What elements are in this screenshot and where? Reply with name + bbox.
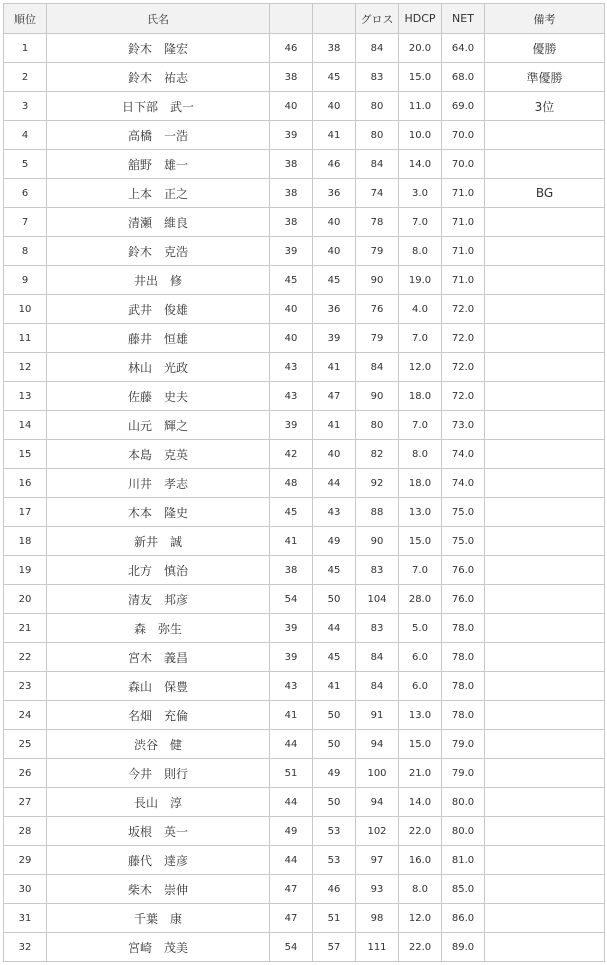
cell-gross: 74 — [356, 179, 399, 208]
cell-note — [485, 295, 605, 324]
cell-gross: 83 — [356, 63, 399, 92]
table-row — [4, 672, 605, 701]
cell-in: 41 — [313, 411, 356, 440]
cell-net: 64.0 — [442, 34, 485, 63]
cell-note — [485, 759, 605, 788]
cell-hdcp: 6.0 — [399, 672, 442, 701]
cell-gross: 80 — [356, 92, 399, 121]
cell-name: 日下部 武一 — [47, 92, 270, 121]
cell-gross: 97 — [356, 846, 399, 875]
cell-gross: 79 — [356, 237, 399, 266]
cell-rank: 25 — [4, 730, 47, 759]
table-row — [4, 208, 605, 237]
cell-note — [485, 121, 605, 150]
cell-net: 71.0 — [442, 208, 485, 237]
cell-rank: 20 — [4, 585, 47, 614]
cell-out: 44 — [270, 846, 313, 875]
cell-rank: 8 — [4, 237, 47, 266]
cell-note — [485, 440, 605, 469]
cell-out: 51 — [270, 759, 313, 788]
cell-name: 佐藤 史夫 — [47, 382, 270, 411]
cell-hdcp: 19.0 — [399, 266, 442, 295]
cell-hdcp: 4.0 — [399, 295, 442, 324]
cell-hdcp: 6.0 — [399, 643, 442, 672]
cell-in: 53 — [313, 817, 356, 846]
cell-note — [485, 208, 605, 237]
table-row — [4, 150, 605, 179]
cell-out: 39 — [270, 643, 313, 672]
cell-out: 39 — [270, 614, 313, 643]
cell-net: 72.0 — [442, 382, 485, 411]
cell-hdcp: 7.0 — [399, 208, 442, 237]
cell-rank: 7 — [4, 208, 47, 237]
cell-note — [485, 614, 605, 643]
table-row — [4, 585, 605, 614]
cell-gross: 91 — [356, 701, 399, 730]
cell-out: 39 — [270, 121, 313, 150]
cell-out: 47 — [270, 904, 313, 933]
cell-in: 44 — [313, 469, 356, 498]
cell-gross: 84 — [356, 353, 399, 382]
cell-net: 78.0 — [442, 614, 485, 643]
table-row — [4, 788, 605, 817]
cell-note — [485, 817, 605, 846]
cell-note — [485, 411, 605, 440]
cell-hdcp: 13.0 — [399, 701, 442, 730]
cell-in: 40 — [313, 237, 356, 266]
cell-in: 38 — [313, 34, 356, 63]
cell-in: 43 — [313, 498, 356, 527]
cell-note — [485, 788, 605, 817]
cell-net: 72.0 — [442, 353, 485, 382]
cell-gross: 94 — [356, 788, 399, 817]
cell-out: 42 — [270, 440, 313, 469]
cell-note — [485, 643, 605, 672]
table-row — [4, 556, 605, 585]
cell-hdcp: 12.0 — [399, 904, 442, 933]
cell-out: 40 — [270, 295, 313, 324]
table-row — [4, 904, 605, 933]
cell-out: 40 — [270, 324, 313, 353]
header-out — [270, 4, 313, 34]
table-row — [4, 701, 605, 730]
cell-net: 71.0 — [442, 237, 485, 266]
cell-hdcp: 10.0 — [399, 121, 442, 150]
cell-in: 49 — [313, 527, 356, 556]
cell-gross: 80 — [356, 121, 399, 150]
cell-name: 千葉 康 — [47, 904, 270, 933]
cell-in: 50 — [313, 730, 356, 759]
cell-in: 51 — [313, 904, 356, 933]
cell-note — [485, 266, 605, 295]
cell-out: 41 — [270, 527, 313, 556]
cell-rank: 28 — [4, 817, 47, 846]
cell-in: 45 — [313, 266, 356, 295]
table-row — [4, 643, 605, 672]
cell-out: 38 — [270, 179, 313, 208]
cell-rank: 19 — [4, 556, 47, 585]
cell-name: 上本 正之 — [47, 179, 270, 208]
cell-net: 78.0 — [442, 672, 485, 701]
cell-in: 47 — [313, 382, 356, 411]
cell-hdcp: 20.0 — [399, 34, 442, 63]
cell-gross: 93 — [356, 875, 399, 904]
header-note: 備考 — [485, 4, 605, 34]
cell-net: 70.0 — [442, 150, 485, 179]
cell-note — [485, 904, 605, 933]
cell-hdcp: 15.0 — [399, 63, 442, 92]
cell-name: 藤井 恒雄 — [47, 324, 270, 353]
cell-net: 71.0 — [442, 266, 485, 295]
cell-in: 39 — [313, 324, 356, 353]
cell-rank: 4 — [4, 121, 47, 150]
cell-hdcp: 8.0 — [399, 875, 442, 904]
cell-gross: 79 — [356, 324, 399, 353]
cell-note — [485, 701, 605, 730]
cell-out: 43 — [270, 353, 313, 382]
cell-gross: 82 — [356, 440, 399, 469]
table-row — [4, 440, 605, 469]
cell-net: 71.0 — [442, 179, 485, 208]
cell-out: 43 — [270, 672, 313, 701]
cell-out: 39 — [270, 411, 313, 440]
table-row — [4, 730, 605, 759]
table-row — [4, 34, 605, 63]
cell-gross: 84 — [356, 672, 399, 701]
header-hdcp: HDCP — [399, 4, 442, 34]
cell-hdcp: 7.0 — [399, 556, 442, 585]
cell-net: 78.0 — [442, 701, 485, 730]
cell-rank: 9 — [4, 266, 47, 295]
header-gross: グロス — [356, 4, 399, 34]
cell-name: 藤代 達彦 — [47, 846, 270, 875]
cell-name: 宮木 義昌 — [47, 643, 270, 672]
cell-net: 79.0 — [442, 730, 485, 759]
cell-out: 43 — [270, 382, 313, 411]
cell-net: 79.0 — [442, 759, 485, 788]
cell-hdcp: 28.0 — [399, 585, 442, 614]
cell-gross: 102 — [356, 817, 399, 846]
cell-name: 山元 輝之 — [47, 411, 270, 440]
cell-in: 40 — [313, 440, 356, 469]
cell-hdcp: 21.0 — [399, 759, 442, 788]
cell-hdcp: 12.0 — [399, 353, 442, 382]
cell-hdcp: 5.0 — [399, 614, 442, 643]
cell-net: 76.0 — [442, 556, 485, 585]
cell-note — [485, 498, 605, 527]
table-row — [4, 179, 605, 208]
table-row — [4, 498, 605, 527]
cell-gross: 92 — [356, 469, 399, 498]
table-row — [4, 411, 605, 440]
cell-name: 名畑 充倫 — [47, 701, 270, 730]
cell-hdcp: 22.0 — [399, 817, 442, 846]
cell-out: 38 — [270, 63, 313, 92]
cell-hdcp: 8.0 — [399, 237, 442, 266]
cell-out: 44 — [270, 788, 313, 817]
cell-name: 本島 克英 — [47, 440, 270, 469]
cell-rank: 23 — [4, 672, 47, 701]
cell-out: 45 — [270, 498, 313, 527]
cell-in: 50 — [313, 788, 356, 817]
cell-note — [485, 150, 605, 179]
cell-name: 森 弥生 — [47, 614, 270, 643]
cell-note — [485, 585, 605, 614]
cell-rank: 15 — [4, 440, 47, 469]
cell-in: 41 — [313, 353, 356, 382]
cell-rank: 12 — [4, 353, 47, 382]
cell-in: 50 — [313, 585, 356, 614]
cell-rank: 14 — [4, 411, 47, 440]
table-row — [4, 266, 605, 295]
header-row — [4, 4, 605, 34]
cell-gross: 83 — [356, 614, 399, 643]
cell-out: 39 — [270, 237, 313, 266]
cell-note — [485, 672, 605, 701]
cell-in: 36 — [313, 179, 356, 208]
cell-net: 75.0 — [442, 498, 485, 527]
cell-net: 73.0 — [442, 411, 485, 440]
table-row — [4, 817, 605, 846]
cell-gross: 98 — [356, 904, 399, 933]
cell-out: 40 — [270, 92, 313, 121]
cell-gross: 104 — [356, 585, 399, 614]
cell-hdcp: 15.0 — [399, 527, 442, 556]
cell-name: 高橋 一浩 — [47, 121, 270, 150]
cell-gross: 90 — [356, 266, 399, 295]
cell-gross: 88 — [356, 498, 399, 527]
cell-rank: 16 — [4, 469, 47, 498]
cell-in: 40 — [313, 92, 356, 121]
cell-name: 長山 淳 — [47, 788, 270, 817]
cell-name: 清友 邦彦 — [47, 585, 270, 614]
cell-hdcp: 8.0 — [399, 440, 442, 469]
cell-name: 武井 俊雄 — [47, 295, 270, 324]
cell-name: 鈴木 祐志 — [47, 63, 270, 92]
cell-gross: 76 — [356, 295, 399, 324]
cell-net: 80.0 — [442, 788, 485, 817]
cell-rank: 17 — [4, 498, 47, 527]
cell-gross: 84 — [356, 150, 399, 179]
cell-name: 今井 則行 — [47, 759, 270, 788]
table-row — [4, 469, 605, 498]
cell-rank: 3 — [4, 92, 47, 121]
cell-rank: 5 — [4, 150, 47, 179]
cell-net: 75.0 — [442, 527, 485, 556]
cell-in: 53 — [313, 846, 356, 875]
cell-rank: 13 — [4, 382, 47, 411]
cell-note: 3位 — [485, 92, 605, 121]
cell-in: 46 — [313, 875, 356, 904]
cell-out: 38 — [270, 208, 313, 237]
cell-name: 坂根 英一 — [47, 817, 270, 846]
cell-net: 78.0 — [442, 643, 485, 672]
cell-name: 北方 慎治 — [47, 556, 270, 585]
cell-in: 45 — [313, 63, 356, 92]
cell-note — [485, 730, 605, 759]
cell-in: 41 — [313, 672, 356, 701]
table-row — [4, 382, 605, 411]
cell-rank: 21 — [4, 614, 47, 643]
table-row — [4, 614, 605, 643]
cell-net: 68.0 — [442, 63, 485, 92]
cell-out: 49 — [270, 817, 313, 846]
cell-rank: 27 — [4, 788, 47, 817]
cell-hdcp: 18.0 — [399, 382, 442, 411]
cell-note: 優勝 — [485, 34, 605, 63]
header-name: 氏名 — [47, 4, 270, 34]
cell-in: 50 — [313, 701, 356, 730]
table-row — [4, 527, 605, 556]
cell-gross: 94 — [356, 730, 399, 759]
cell-rank: 18 — [4, 527, 47, 556]
table-row — [4, 875, 605, 904]
cell-net: 74.0 — [442, 469, 485, 498]
cell-rank: 29 — [4, 846, 47, 875]
cell-hdcp: 11.0 — [399, 92, 442, 121]
cell-name: 森山 保豊 — [47, 672, 270, 701]
cell-in: 45 — [313, 556, 356, 585]
table-row — [4, 324, 605, 353]
cell-net: 70.0 — [442, 121, 485, 150]
cell-out: 54 — [270, 933, 313, 962]
table-row — [4, 353, 605, 382]
cell-net: 89.0 — [442, 933, 485, 962]
cell-rank: 11 — [4, 324, 47, 353]
cell-rank: 30 — [4, 875, 47, 904]
cell-note — [485, 324, 605, 353]
cell-gross: 111 — [356, 933, 399, 962]
cell-name: 林山 光政 — [47, 353, 270, 382]
cell-note — [485, 382, 605, 411]
cell-name: 清瀬 維良 — [47, 208, 270, 237]
cell-in: 36 — [313, 295, 356, 324]
table-row — [4, 237, 605, 266]
cell-net: 81.0 — [442, 846, 485, 875]
cell-note — [485, 556, 605, 585]
cell-gross: 83 — [356, 556, 399, 585]
cell-name: 木本 隆史 — [47, 498, 270, 527]
cell-net: 72.0 — [442, 324, 485, 353]
cell-net: 69.0 — [442, 92, 485, 121]
cell-note — [485, 469, 605, 498]
cell-rank: 26 — [4, 759, 47, 788]
cell-rank: 32 — [4, 933, 47, 962]
cell-name: 新井 誠 — [47, 527, 270, 556]
cell-name: 渋谷 健 — [47, 730, 270, 759]
table-row — [4, 63, 605, 92]
cell-in: 45 — [313, 643, 356, 672]
cell-net: 80.0 — [442, 817, 485, 846]
table-row — [4, 846, 605, 875]
cell-out: 38 — [270, 150, 313, 179]
cell-in: 41 — [313, 121, 356, 150]
table-row — [4, 933, 605, 962]
header-net: NET — [442, 4, 485, 34]
cell-gross: 84 — [356, 34, 399, 63]
cell-note — [485, 237, 605, 266]
cell-hdcp: 15.0 — [399, 730, 442, 759]
cell-out: 45 — [270, 266, 313, 295]
cell-rank: 2 — [4, 63, 47, 92]
cell-name: 井出 修 — [47, 266, 270, 295]
cell-gross: 78 — [356, 208, 399, 237]
cell-hdcp: 7.0 — [399, 324, 442, 353]
cell-note: 準優勝 — [485, 63, 605, 92]
cell-note — [485, 933, 605, 962]
cell-in: 49 — [313, 759, 356, 788]
cell-out: 47 — [270, 875, 313, 904]
results-body — [4, 34, 605, 962]
cell-gross: 84 — [356, 643, 399, 672]
cell-rank: 24 — [4, 701, 47, 730]
header-rank: 順位 — [4, 4, 47, 34]
table-row — [4, 295, 605, 324]
cell-hdcp: 16.0 — [399, 846, 442, 875]
cell-hdcp: 3.0 — [399, 179, 442, 208]
cell-gross: 80 — [356, 411, 399, 440]
cell-out: 41 — [270, 701, 313, 730]
cell-note — [485, 353, 605, 382]
cell-hdcp: 14.0 — [399, 150, 442, 179]
cell-net: 74.0 — [442, 440, 485, 469]
table-row — [4, 759, 605, 788]
cell-net: 86.0 — [442, 904, 485, 933]
cell-rank: 22 — [4, 643, 47, 672]
cell-note: BG — [485, 179, 605, 208]
cell-rank: 10 — [4, 295, 47, 324]
cell-gross: 100 — [356, 759, 399, 788]
cell-note — [485, 527, 605, 556]
cell-hdcp: 7.0 — [399, 411, 442, 440]
cell-hdcp: 13.0 — [399, 498, 442, 527]
cell-out: 44 — [270, 730, 313, 759]
cell-name: 舘野 雄一 — [47, 150, 270, 179]
cell-note — [485, 875, 605, 904]
cell-gross: 90 — [356, 527, 399, 556]
cell-name: 鈴木 隆宏 — [47, 34, 270, 63]
cell-net: 72.0 — [442, 295, 485, 324]
cell-name: 鈴木 克浩 — [47, 237, 270, 266]
cell-out: 38 — [270, 556, 313, 585]
cell-out: 46 — [270, 34, 313, 63]
cell-net: 85.0 — [442, 875, 485, 904]
cell-in: 44 — [313, 614, 356, 643]
cell-in: 57 — [313, 933, 356, 962]
cell-name: 柴木 崇伸 — [47, 875, 270, 904]
cell-name: 川井 孝志 — [47, 469, 270, 498]
cell-hdcp: 22.0 — [399, 933, 442, 962]
table-row — [4, 92, 605, 121]
cell-rank: 1 — [4, 34, 47, 63]
cell-name: 宮崎 茂美 — [47, 933, 270, 962]
header-in — [313, 4, 356, 34]
cell-rank: 6 — [4, 179, 47, 208]
cell-note — [485, 846, 605, 875]
cell-hdcp: 14.0 — [399, 788, 442, 817]
table-row — [4, 121, 605, 150]
cell-in: 40 — [313, 208, 356, 237]
cell-out: 48 — [270, 469, 313, 498]
cell-hdcp: 18.0 — [399, 469, 442, 498]
cell-net: 76.0 — [442, 585, 485, 614]
cell-out: 54 — [270, 585, 313, 614]
cell-gross: 90 — [356, 382, 399, 411]
results-table — [3, 3, 605, 962]
cell-rank: 31 — [4, 904, 47, 933]
cell-in: 46 — [313, 150, 356, 179]
